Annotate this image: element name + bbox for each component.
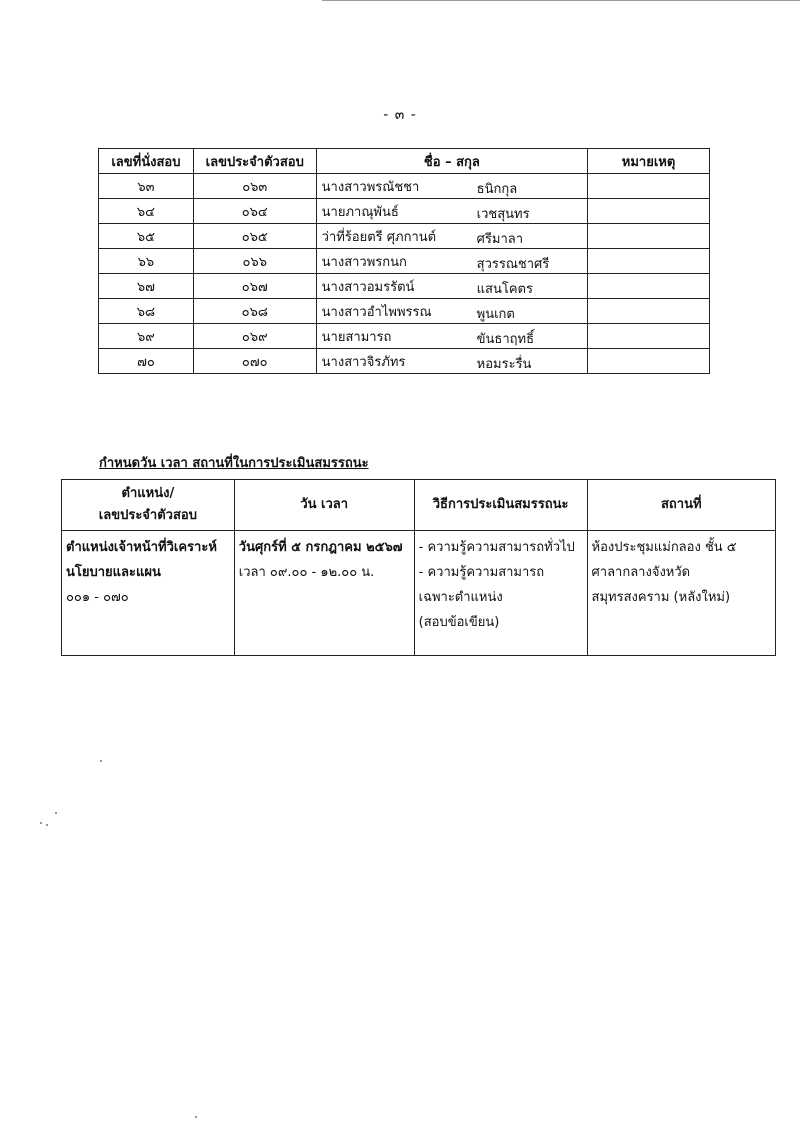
first-name: นายภาณุพันธ์ bbox=[321, 204, 399, 220]
surname: สุวรรณชาศรี bbox=[476, 257, 550, 272]
name-cell bbox=[316, 249, 587, 274]
surname: ขันธาฤทธิ์ bbox=[476, 332, 535, 347]
exam-id-cell: ๐๖๙ bbox=[193, 324, 316, 349]
scan-edge-line bbox=[322, 0, 800, 1]
note-cell bbox=[588, 274, 710, 299]
first-name: นางสาวพรกนก bbox=[321, 254, 407, 270]
first-name: นางสาวอมรรัตน์ bbox=[321, 279, 415, 295]
table-row bbox=[99, 174, 710, 199]
position-line1: ตำแหน่งเจ้าหน้าที่วิเคราะห์ bbox=[66, 540, 217, 555]
header-position-line1: ตำแหน่ง/ bbox=[121, 486, 175, 501]
exam-date: วันศุกร์ที่ ๕ กรกฎาคม ๒๕๖๗ bbox=[238, 540, 403, 555]
scan-speck bbox=[100, 760, 102, 762]
table-row bbox=[99, 249, 710, 274]
header-seat: เลขที่นั่งสอบ bbox=[99, 149, 194, 174]
header-position-line2: เลขประจำตัวสอบ bbox=[98, 508, 197, 523]
exam-id-cell: ๐๖๘ bbox=[193, 299, 316, 324]
scan-speck bbox=[55, 812, 57, 814]
method-line1: - ความรู้ความสามารถทั่วไป bbox=[418, 540, 575, 555]
place-line2: ศาลากลางจังหวัด bbox=[591, 565, 691, 580]
table-row bbox=[99, 299, 710, 324]
datetime-cell bbox=[234, 531, 414, 656]
header-method: วิธีการประเมินสมรรถนะ bbox=[414, 480, 587, 531]
exam-id-cell: ๐๖๔ bbox=[193, 199, 316, 224]
table-row bbox=[99, 199, 710, 224]
place-line1: ห้องประชุมแม่กลอง ชั้น ๕ bbox=[591, 540, 737, 555]
first-name: นางสาวอำไพพรรณ bbox=[321, 304, 432, 320]
exam-id-cell: ๐๗๐ bbox=[193, 349, 316, 374]
exam-id-cell: ๐๖๓ bbox=[193, 174, 316, 199]
schedule-title: กำหนดวัน เวลา สถานที่ในการประเมินสมรรถนะ bbox=[99, 456, 369, 471]
note-cell bbox=[588, 349, 710, 374]
method-line2: - ความรู้ความสามารถ bbox=[418, 565, 545, 580]
surname: แสนโคตร bbox=[476, 282, 533, 297]
method-line3: เฉพาะตำแหน่ง bbox=[418, 590, 503, 605]
scan-speck bbox=[40, 822, 42, 824]
scan-speck bbox=[46, 824, 48, 826]
table-row bbox=[99, 324, 710, 349]
header-place: สถานที่ bbox=[587, 480, 775, 531]
position-line2: นโยบายและแผน bbox=[66, 565, 161, 580]
note-cell bbox=[588, 299, 710, 324]
exam-id-cell: ๐๖๗ bbox=[193, 274, 316, 299]
note-cell bbox=[588, 224, 710, 249]
seat-cell: ๖๙ bbox=[99, 324, 194, 349]
schedule-header-row bbox=[62, 480, 776, 531]
surname: พูนเกต bbox=[476, 307, 515, 322]
method-line4: (สอบข้อเขียน) bbox=[418, 615, 500, 630]
first-name: นางสาวพรณัชชา bbox=[321, 179, 420, 195]
table-header-row bbox=[99, 149, 710, 174]
name-cell bbox=[316, 349, 587, 374]
header-name: ชื่อ – สกุล bbox=[316, 149, 587, 174]
place-cell bbox=[587, 531, 775, 656]
place-line3: สมุทรสงคราม (หลังใหม่) bbox=[591, 590, 731, 605]
first-name: ว่าที่ร้อยตรี ศุภกานต์ bbox=[321, 229, 437, 245]
exam-id-cell: ๐๖๕ bbox=[193, 224, 316, 249]
seat-cell: ๖๘ bbox=[99, 299, 194, 324]
table-row bbox=[99, 224, 710, 249]
name-cell bbox=[316, 274, 587, 299]
seat-cell: ๖๗ bbox=[99, 274, 194, 299]
first-name: นายสามารถ bbox=[321, 329, 392, 345]
seat-cell: ๗๐ bbox=[99, 349, 194, 374]
seat-cell: ๖๕ bbox=[99, 224, 194, 249]
header-exam-id: เลขประจำตัวสอบ bbox=[193, 149, 316, 174]
surname: ศรีมาลา bbox=[476, 232, 524, 247]
table-row bbox=[99, 349, 710, 374]
note-cell bbox=[588, 199, 710, 224]
page-number: - ๓ - bbox=[383, 107, 417, 123]
seat-cell: ๖๓ bbox=[99, 174, 194, 199]
surname: เวชสุนทร bbox=[476, 207, 530, 222]
note-cell bbox=[588, 324, 710, 349]
scan-speck bbox=[195, 1116, 197, 1118]
method-cell bbox=[414, 531, 587, 656]
position-range: ๐๐๑ - ๐๗๐ bbox=[66, 590, 129, 605]
note-cell bbox=[588, 249, 710, 274]
header-position bbox=[62, 480, 235, 531]
header-note: หมายเหตุ bbox=[588, 149, 710, 174]
first-name: นางสาวจิรภัทร bbox=[321, 354, 406, 370]
surname: หอมระรื่น bbox=[476, 357, 532, 372]
name-cell bbox=[316, 174, 587, 199]
name-cell bbox=[316, 324, 587, 349]
position-cell bbox=[62, 531, 235, 656]
note-cell bbox=[588, 174, 710, 199]
exam-id-cell: ๐๖๖ bbox=[193, 249, 316, 274]
exam-seat-table bbox=[98, 148, 710, 374]
seat-cell: ๖๖ bbox=[99, 249, 194, 274]
table-row bbox=[99, 274, 710, 299]
name-cell bbox=[316, 199, 587, 224]
exam-time: เวลา ๐๙.๐๐ - ๑๒.๐๐ น. bbox=[238, 565, 375, 580]
seat-cell: ๖๔ bbox=[99, 199, 194, 224]
schedule-table bbox=[61, 479, 776, 656]
surname: ธนิกกุล bbox=[476, 182, 518, 197]
schedule-row bbox=[62, 531, 776, 656]
header-datetime: วัน เวลา bbox=[234, 480, 414, 531]
name-cell bbox=[316, 224, 587, 249]
name-cell bbox=[316, 299, 587, 324]
